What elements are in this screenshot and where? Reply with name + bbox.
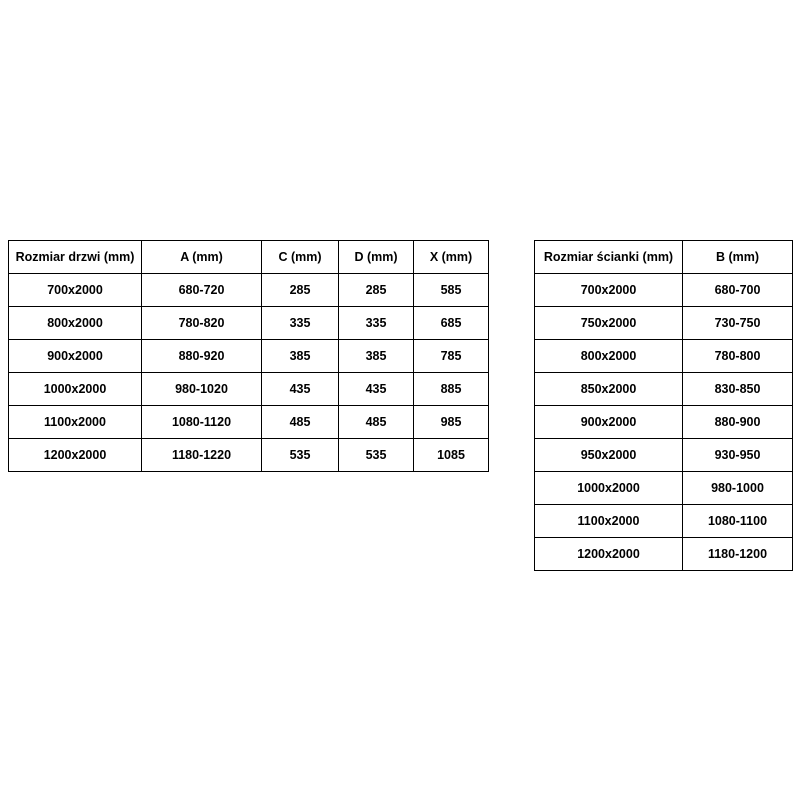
cell-wall-size: 900x2000 [535,406,683,439]
column-header-a: A (mm) [142,241,262,274]
cell-wall-size: 950x2000 [535,439,683,472]
cell-c: 535 [262,439,339,472]
cell-wall-size: 750x2000 [535,307,683,340]
table-row [9,274,489,307]
column-header-wall-size: Rozmiar ścianki (mm) [535,241,683,274]
cell-door-size: 1100x2000 [9,406,142,439]
table-row [9,406,489,439]
cell-door-size: 900x2000 [9,340,142,373]
cell-a: 1080-1120 [142,406,262,439]
table-row [535,505,793,538]
cell-a: 1180-1220 [142,439,262,472]
table-row [535,373,793,406]
table-header-row [535,241,793,274]
cell-b: 1080-1100 [683,505,793,538]
table-row [535,340,793,373]
cell-d: 535 [339,439,414,472]
cell-x: 685 [414,307,489,340]
cell-a: 680-720 [142,274,262,307]
cell-c: 285 [262,274,339,307]
cell-c: 435 [262,373,339,406]
table-row [535,439,793,472]
cell-a: 880-920 [142,340,262,373]
cell-wall-size: 800x2000 [535,340,683,373]
cell-d: 385 [339,340,414,373]
cell-b: 1180-1200 [683,538,793,571]
cell-b: 930-950 [683,439,793,472]
cell-x: 985 [414,406,489,439]
column-header-x: X (mm) [414,241,489,274]
cell-x: 1085 [414,439,489,472]
table-row [9,373,489,406]
cell-b: 980-1000 [683,472,793,505]
cell-door-size: 700x2000 [9,274,142,307]
cell-a: 780-820 [142,307,262,340]
table-row [535,538,793,571]
cell-d: 485 [339,406,414,439]
cell-b: 780-800 [683,340,793,373]
cell-x: 585 [414,274,489,307]
table-row [535,472,793,505]
cell-wall-size: 1100x2000 [535,505,683,538]
cell-b: 730-750 [683,307,793,340]
column-header-door-size: Rozmiar drzwi (mm) [9,241,142,274]
cell-a: 980-1020 [142,373,262,406]
cell-c: 335 [262,307,339,340]
cell-door-size: 1000x2000 [9,373,142,406]
table-row [9,307,489,340]
cell-b: 880-900 [683,406,793,439]
table-row [535,307,793,340]
cell-x: 885 [414,373,489,406]
cell-wall-size: 700x2000 [535,274,683,307]
cell-door-size: 1200x2000 [9,439,142,472]
column-header-c: C (mm) [262,241,339,274]
cell-wall-size: 850x2000 [535,373,683,406]
wall-size-table [534,240,793,571]
cell-door-size: 800x2000 [9,307,142,340]
cell-d: 285 [339,274,414,307]
cell-b: 830-850 [683,373,793,406]
column-header-d: D (mm) [339,241,414,274]
cell-d: 435 [339,373,414,406]
table-row [535,406,793,439]
cell-c: 485 [262,406,339,439]
table-header-row [9,241,489,274]
cell-wall-size: 1200x2000 [535,538,683,571]
cell-wall-size: 1000x2000 [535,472,683,505]
cell-d: 335 [339,307,414,340]
table-row [535,274,793,307]
cell-x: 785 [414,340,489,373]
cell-b: 680-700 [683,274,793,307]
column-header-b: B (mm) [683,241,793,274]
table-row [9,439,489,472]
cell-c: 385 [262,340,339,373]
door-size-table [8,240,489,472]
table-row [9,340,489,373]
